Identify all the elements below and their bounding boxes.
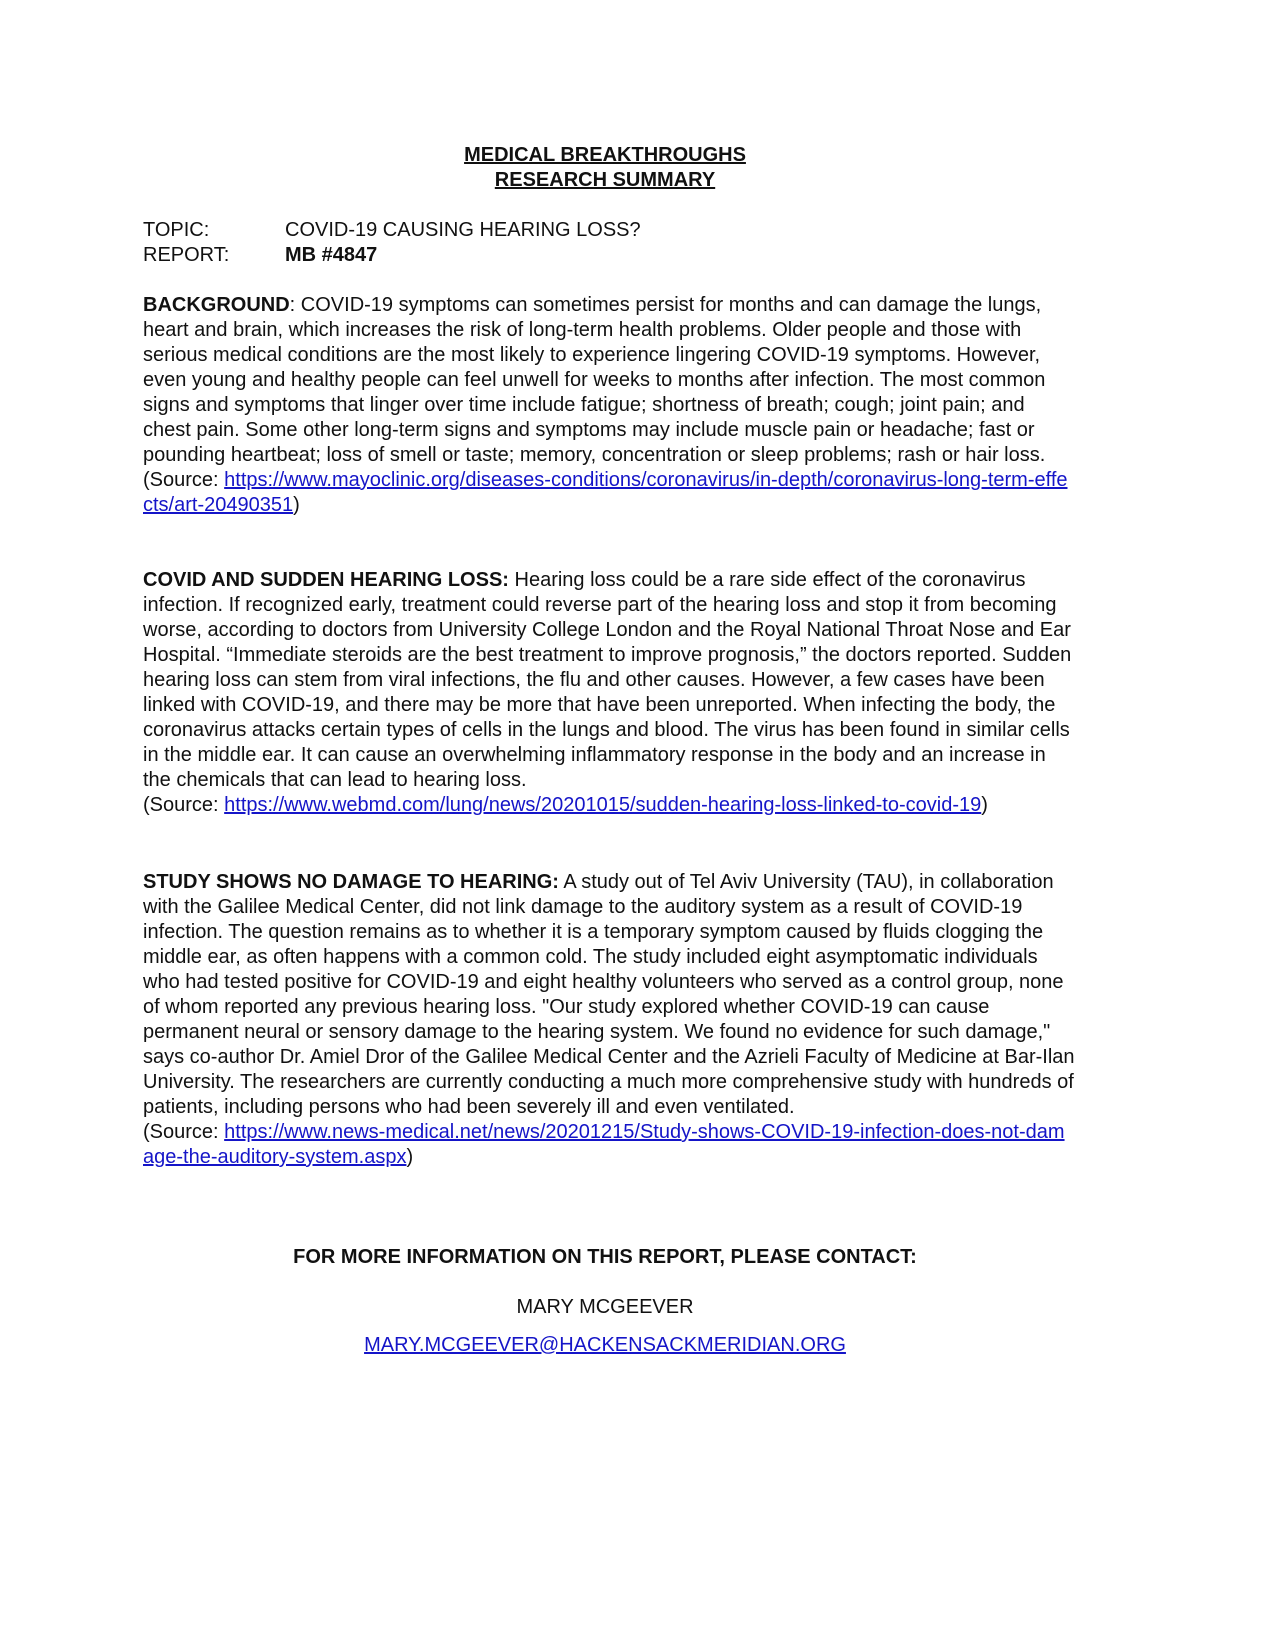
source-prefix: (Source: (143, 794, 225, 816)
source-suffix: ) (981, 794, 988, 816)
section-body: A study out of Tel Aviv University (TAU), in collaboration with the Galilee Medical Center, did not link damage to the auditory system as a result of COVID-19 infection. The question remains as to whether it is a temporary symptom caused by fluids clogging the middle ear, as often happens with a common cold. The study included eight asymptomatic individuals who had tested positive for COVID-19 and eight healthy volunteers who served as a control group, none of whom reported any previous hearing loss. "Our study explored whether COVID-19 can cause permanent neural or sensory damage to the hearing system. We found no evidence for such damage," says co-author Dr. Amiel Dror of the Galilee Medical Center and the Azrieli Faculty of Medicine at Bar-Ilan University. The researchers are currently conducting a much more comprehensive study with hundreds of patients, including persons who had been severely ill and even ventilated. (143, 871, 1075, 1118)
source-suffix: ) (406, 1146, 414, 1168)
report-meta (143, 218, 641, 268)
document-title (0, 143, 1210, 193)
topic-value: COVID-19 CAUSING HEARING LOSS? (285, 219, 641, 241)
source-prefix: (Source: (143, 469, 225, 491)
source-link[interactable]: https://www.webmd.com/lung/news/20201015/sudden-hearing-loss-linked-to-covid-19 (224, 794, 982, 816)
section-background (143, 293, 1075, 518)
section-body: Hearing loss could be a rare side effect of the coronavirus infection. If recognized early, treatment could reverse part of the hearing loss and stop it from becoming worse, according to doctors from University College London and the Royal National Throat Nose and Ear Hospital. “Immediate steroids are the best treatment to improve prognosis,” the doctors reported. Sudden hearing loss can stem from viral infections, the flu and other causes. However, a few cases have been linked with COVID-19, and there may be more that have been unreported. When infecting the body, the coronavirus attacks certain types of cells in the lungs and blood. The virus has been found in similar cells in the middle ear. It can cause an overwhelming inflammatory response in the body and an increase in the chemicals that can lead to hearing loss. (143, 569, 1072, 791)
section-heading: BACKGROUND (143, 294, 290, 316)
contact-name: MARY MCGEEVER (516, 1296, 694, 1318)
section-study-no-damage (143, 870, 1075, 1170)
contact-heading: FOR MORE INFORMATION ON THIS REPORT, PLEASE CONTACT: (293, 1246, 917, 1268)
section-heading: STUDY SHOWS NO DAMAGE TO HEARING: (143, 871, 559, 893)
source-link[interactable]: https://www.news-medical.net/news/20201215/Study-shows-COVID-19-infection-does-not-damage-the-auditory-system.aspx (143, 1121, 1065, 1168)
topic-label: TOPIC: (143, 219, 210, 241)
section-body: COVID-19 symptoms can sometimes persist for months and can damage the lungs, heart and brain, which increases the risk of long-term health problems. Older people and those with serious medical conditions are the most likely to experience lingering COVID-19 symptoms. However, even young and healthy people can feel unwell for weeks to months after infection. The most common signs and symptoms that linger over time include fatigue; shortness of breath; cough; joint pain; and chest pain. Some other long-term signs and symptoms may include muscle pain or headache; fast or pounding heartbeat; loss of smell or taste; memory, concentration or sleep problems; rash or hair loss. (143, 294, 1046, 466)
section-covid-hearing-loss (143, 568, 1075, 818)
section-heading: COVID AND SUDDEN HEARING LOSS: (143, 569, 509, 591)
title-line-1: MEDICAL BREAKTHROUGHS (464, 144, 746, 166)
source-link[interactable]: https://www.mayoclinic.org/diseases-conditions/coronavirus/in-depth/coronavirus-long-term-effects/art-20490351 (143, 469, 1068, 516)
title-line-2: RESEARCH SUMMARY (494, 169, 716, 191)
report-label: REPORT: (143, 244, 230, 266)
separator: : (289, 294, 301, 316)
report-value: MB #4847 (285, 244, 378, 266)
contact-email-link[interactable]: MARY.MCGEEVER@HACKENSACKMERIDIAN.ORG (364, 1334, 846, 1356)
source-prefix: (Source: (143, 1121, 225, 1143)
source-suffix: ) (293, 494, 300, 516)
